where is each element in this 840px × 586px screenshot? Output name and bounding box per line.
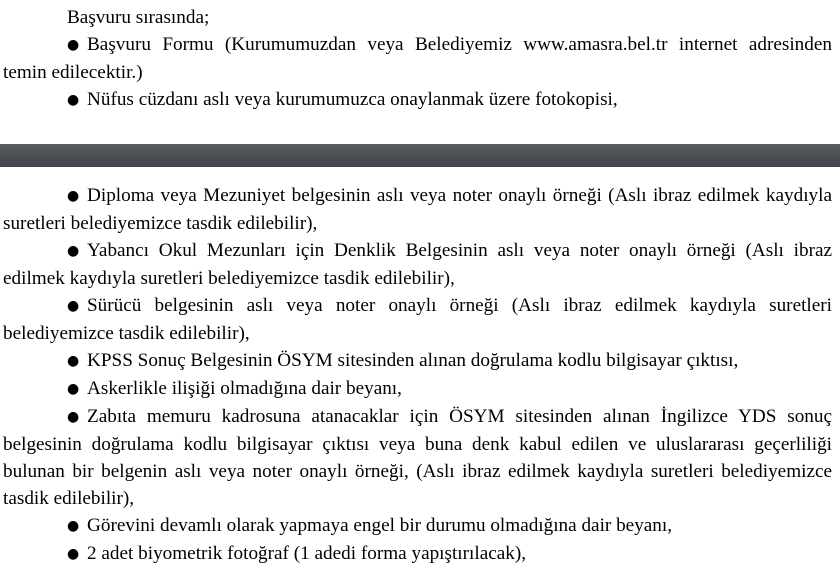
document-page-lower [0, 167, 840, 586]
requirement-item [0, 375, 840, 403]
bullet-icon: ● [67, 353, 80, 369]
bullet-icon: ● [67, 546, 80, 562]
requirement-text: 2 adet biyometrik fotoğraf (1 adedi forma yapıştırılacak), [87, 543, 527, 564]
requirement-text: Başvuru Formu (Kurumumuzdan veya Belediyemiz www.amasra.bel.tr internet adresinden temin edilecektir.) [3, 34, 832, 83]
bullet-icon: ● [67, 298, 80, 314]
requirement-text: Yabancı Okul Mezunları için Denklik Belgesinin aslı veya noter onaylı örneği (Aslı ibraz edilmek kaydıyla suretleri belediyemizce tasdik edilebilir), [3, 240, 832, 289]
requirement-item [0, 86, 840, 114]
bullet-icon: ● [67, 518, 80, 534]
requirement-item [0, 237, 840, 292]
requirement-text: Sürücü belgesinin aslı veya noter onaylı örneği (Aslı ibraz edilmek kaydıyla suretleri belediyemizce tasdik edilebilir), [3, 295, 832, 344]
requirement-text: KPSS Sonuç Belgesinin ÖSYM sitesinden alınan doğrulama kodlu bilgisayar çıktısı, [87, 350, 739, 371]
requirement-item [0, 31, 840, 86]
requirement-item [0, 403, 840, 512]
bullet-icon: ● [67, 243, 80, 259]
requirement-text: Nüfus cüzdanı aslı veya kurumumuzca onaylanmak üzere fotokopisi, [87, 89, 618, 110]
requirement-item [0, 292, 840, 347]
requirement-item [0, 182, 840, 237]
bullet-icon: ● [67, 188, 80, 204]
bullet-icon: ● [67, 37, 80, 53]
requirement-item [0, 512, 840, 540]
requirement-text: Zabıta memuru kadrosuna atanacaklar için ÖSYM sitesinden alınan İngilizce YDS sonuç belgesinin doğrulama kodlu bilgisayar çıktısı veya buna denk kabul edilen ve uluslararası geçerliliği bulunan bir belgenin aslı veya noter onaylı örneği, (Aslı ibraz edilmek kaydıyla suretleri belediyemizce tasdik edilebilir), [3, 406, 832, 509]
requirement-text: Diploma veya Mezuniyet belgesinin aslı veya noter onaylı örneği (Aslı ibraz edilmek kaydıyla suretleri belediyemizce tasdik edilebilir), [3, 185, 832, 234]
upper-page-content [0, 4, 840, 114]
requirement-item [0, 347, 840, 375]
bullet-icon: ● [67, 381, 80, 397]
bullet-icon: ● [67, 92, 80, 108]
requirement-text: Görevini devamlı olarak yapmaya engel bir durumu olmadığına dair beyanı, [87, 515, 673, 536]
requirement-item [0, 540, 840, 568]
application-heading [0, 4, 840, 31]
bullet-icon: ● [67, 409, 80, 425]
page-separator [0, 144, 840, 167]
document-page-upper [0, 0, 840, 144]
lower-page-content [0, 182, 840, 568]
application-heading-text: Başvuru sırasında; [67, 7, 210, 28]
requirement-text: Askerlikle ilişiği olmadığına dair beyanı, [87, 378, 402, 399]
